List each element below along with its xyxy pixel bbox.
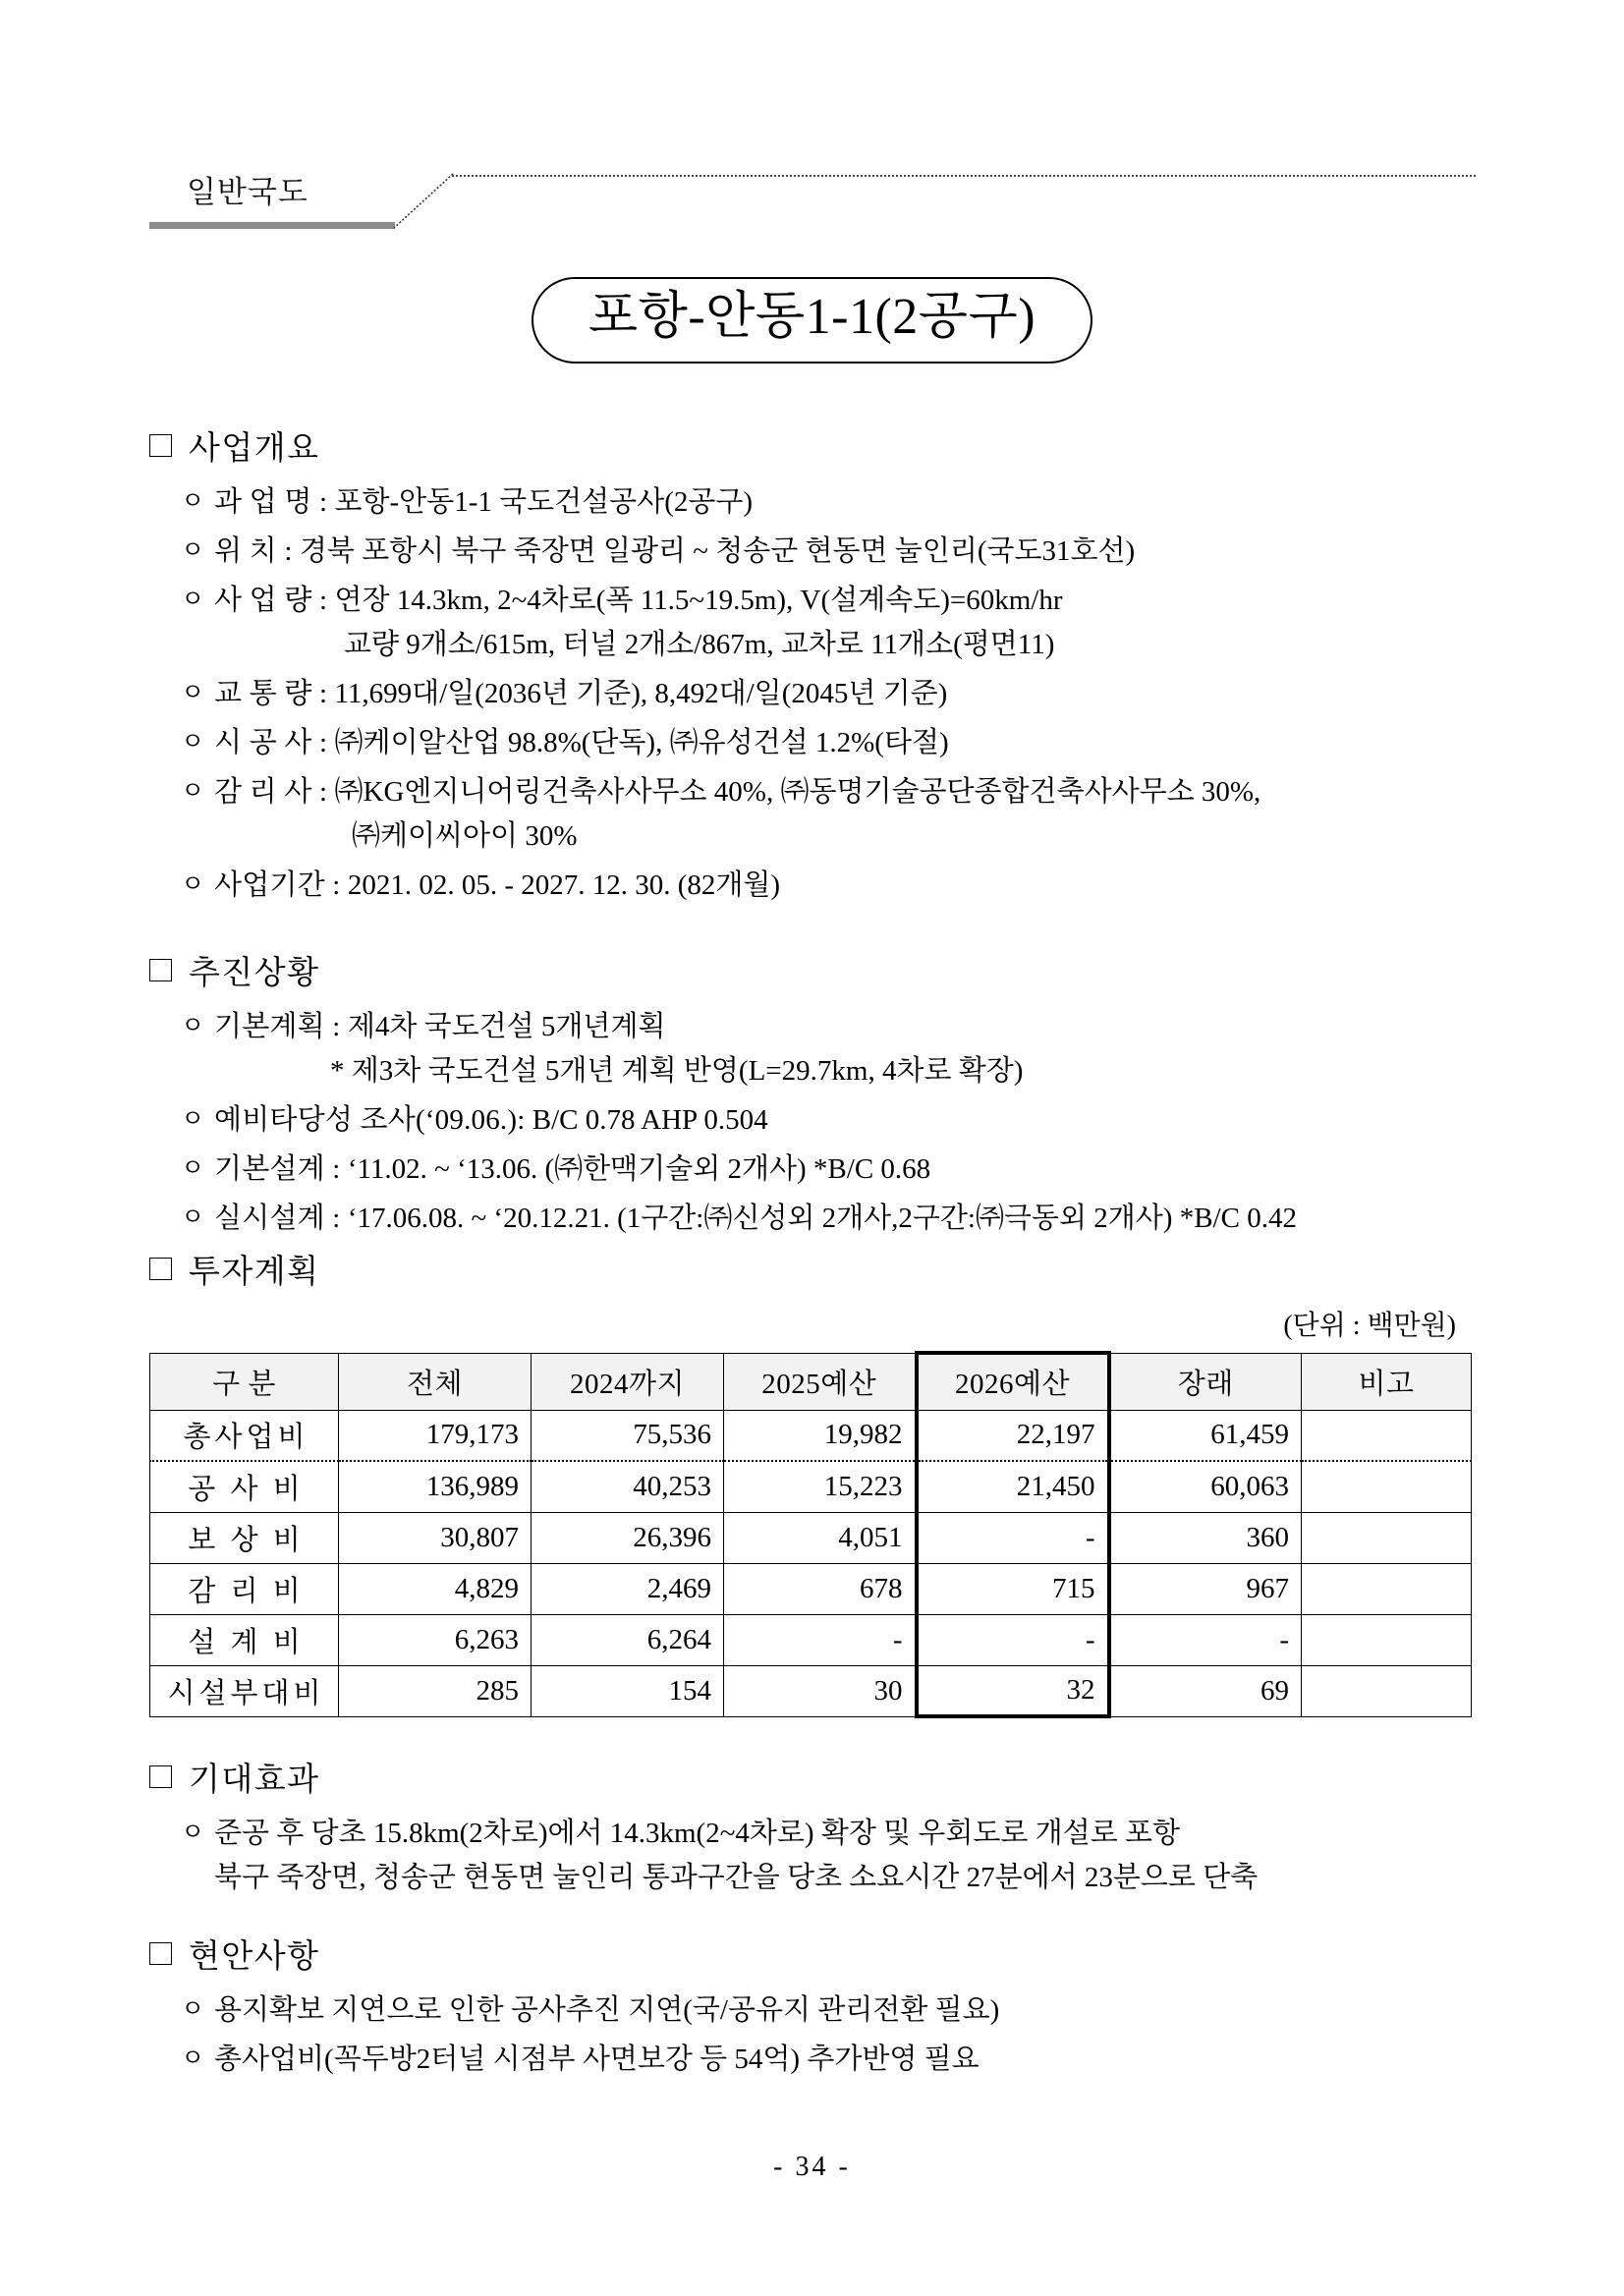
list-item-task-name <box>179 480 1485 525</box>
list-item-traffic <box>179 672 1485 716</box>
list-item-period <box>179 864 1485 908</box>
col-header-remarks: 비고 <box>1302 1353 1472 1410</box>
col-header-budget-2025: 2025예산 <box>724 1353 917 1410</box>
cell-until-2024: 26,396 <box>532 1512 724 1563</box>
cell-remarks <box>1302 1614 1472 1665</box>
circle-bullet-icon: ㅇ <box>181 728 205 756</box>
field-value: 총사업비(꼭두방2터널 시점부 사면보강 등 54억) 추가반영 필요 <box>214 2043 980 2075</box>
header-tab-label: 일반국도 <box>187 175 308 209</box>
field-value: B/C 0.78 AHP 0.504 <box>532 1104 768 1137</box>
list-item-basic-plan <box>179 1005 1485 1093</box>
row-label: 시설부대비 <box>150 1665 339 1716</box>
field-label: 위 치 : <box>214 534 293 567</box>
field-value-line2: * 제3차 국도건설 5개년 계획 반영(L=29.7km, 4차로 확장) <box>330 1055 1024 1088</box>
cell-future: 69 <box>1109 1665 1302 1716</box>
cell-remarks <box>1302 1512 1472 1563</box>
col-header-budget-2026: 2026예산 <box>917 1353 1109 1410</box>
cell-until-2024: 40,253 <box>532 1461 724 1512</box>
header-tab-underline <box>149 222 395 229</box>
header-tab <box>149 165 1476 236</box>
field-value-line2: ㈜케이씨아이 30% <box>352 819 578 852</box>
field-value-line2: 북구 죽장면, 청송군 현동면 눌인리 통과구간을 당초 소요시간 27분에서 23분으로 단축 <box>214 1862 1259 1894</box>
header-tab-dotted-rule <box>452 175 1476 177</box>
cell-total: 30,807 <box>339 1512 532 1563</box>
cell-until-2024: 75,536 <box>532 1410 724 1461</box>
overview-list <box>149 480 1485 907</box>
cell-remarks <box>1302 1461 1472 1512</box>
table-row <box>150 1614 1472 1665</box>
row-label: 공 사 비 <box>150 1461 339 1512</box>
list-item-supervisor <box>179 770 1485 859</box>
section-heading-effects-label: 기대효과 <box>189 1763 320 1799</box>
circle-bullet-icon: ㅇ <box>181 2044 205 2072</box>
field-label: 교 통 량 : <box>214 677 328 709</box>
progress-list <box>149 1005 1485 1241</box>
cell-budget-2026: - <box>917 1512 1109 1563</box>
field-value: ㈜케이알산업 98.8%(단독), ㈜유성건설 1.2%(타절) <box>334 726 949 758</box>
col-header-future: 장래 <box>1109 1353 1302 1410</box>
field-value: ㈜KG엔지니어링건축사사무소 40%, ㈜동명기술공단종합건축사사무소 30%, <box>334 775 1261 808</box>
circle-bullet-icon: ㅇ <box>181 777 205 805</box>
header-tab-diagonal-icon <box>393 173 454 229</box>
field-label: 기본설계 : <box>214 1153 341 1186</box>
circle-bullet-icon: ㅇ <box>181 679 205 706</box>
effects-list <box>149 1812 1485 1900</box>
row-label: 총사업비 <box>150 1410 339 1461</box>
cell-future: 360 <box>1109 1512 1302 1563</box>
list-item-issue <box>179 1988 1485 2033</box>
cell-budget-2025: 4,051 <box>724 1512 917 1563</box>
circle-bullet-icon: ㅇ <box>181 536 205 564</box>
field-label: 예비타당성 조사(‘09.06.): <box>214 1104 526 1137</box>
square-bullet-icon <box>149 1258 172 1280</box>
circle-bullet-icon: ㅇ <box>181 1996 205 2023</box>
field-label: 과 업 명 : <box>214 486 328 518</box>
field-label: 사업기간 : <box>214 868 341 901</box>
table-row <box>150 1563 1472 1614</box>
field-value: 제4차 국도건설 5개년계획 <box>347 1011 666 1043</box>
circle-bullet-icon: ㅇ <box>181 1013 205 1040</box>
section-heading-issues-label: 현안사항 <box>189 1939 320 1975</box>
cell-future: 61,459 <box>1109 1410 1302 1461</box>
page-footer: - 34 - <box>773 2152 851 2182</box>
cell-budget-2025: 30 <box>724 1665 917 1716</box>
cell-budget-2026: 715 <box>917 1563 1109 1614</box>
page-title: 포항-안동1-1(2공구) <box>532 277 1092 364</box>
investment-table <box>149 1351 1472 1718</box>
table-row <box>150 1665 1472 1716</box>
square-bullet-icon <box>149 1942 172 1965</box>
row-label: 설 계 비 <box>150 1614 339 1665</box>
list-item-scale <box>179 579 1485 667</box>
section-heading-issues <box>149 1931 1485 1977</box>
square-bullet-icon <box>149 959 172 981</box>
field-label: 사 업 량 : <box>214 584 328 616</box>
section-heading-investment <box>149 1246 1485 1292</box>
field-value: 경북 포항시 북구 죽장면 일광리 ~ 청송군 현동면 눌인리(국도31호선) <box>299 534 1136 567</box>
section-heading-effects <box>149 1754 1485 1800</box>
list-item-effect <box>179 1812 1485 1900</box>
section-heading-progress <box>149 947 1485 993</box>
field-value: ‘17.06.08. ~ ‘20.12.21. (1구간:㈜신성외 2개사,2구간:㈜극동외 2개사) *B/C 0.42 <box>347 1203 1297 1235</box>
section-heading-investment-label: 투자계획 <box>189 1255 320 1291</box>
field-value: ‘11.02. ~ ‘13.06. (㈜한맥기술외 2개사) *B/C 0.68 <box>347 1153 931 1186</box>
section-heading-progress-label: 추진상황 <box>189 956 320 992</box>
cell-budget-2026: 32 <box>917 1665 1109 1716</box>
circle-bullet-icon: ㅇ <box>181 1204 205 1232</box>
list-item-location <box>179 530 1485 574</box>
col-header-until-2024: 2024까지 <box>532 1353 724 1410</box>
cell-total: 179,173 <box>339 1410 532 1461</box>
col-header-total: 전체 <box>339 1353 532 1410</box>
circle-bullet-icon: ㅇ <box>181 1155 205 1183</box>
page-title-container <box>0 277 1624 364</box>
circle-bullet-icon: ㅇ <box>181 1106 205 1134</box>
field-label: 감 리 사 : <box>214 775 328 808</box>
list-item-contractor <box>179 721 1485 765</box>
list-item-prefeasibility <box>179 1098 1485 1143</box>
square-bullet-icon <box>149 1765 172 1788</box>
field-label: 기본계획 : <box>214 1011 341 1043</box>
field-value: 11,699대/일(2036년 기준), 8,492대/일(2045년 기준) <box>334 677 948 709</box>
cell-until-2024: 154 <box>532 1665 724 1716</box>
field-value: 연장 14.3km, 2~4차로(폭 11.5~19.5m), V(설계속도)=60km/hr <box>334 584 1063 616</box>
row-label: 감 리 비 <box>150 1563 339 1614</box>
document-body <box>149 422 1485 2087</box>
table-header-row <box>150 1353 1472 1410</box>
cell-remarks <box>1302 1563 1472 1614</box>
square-bullet-icon <box>149 434 172 457</box>
table-row <box>150 1410 1472 1461</box>
cell-total: 6,263 <box>339 1614 532 1665</box>
section-heading-overview <box>149 422 1485 469</box>
list-item-basic-design <box>179 1148 1485 1192</box>
cell-budget-2025: 15,223 <box>724 1461 917 1512</box>
cell-future: - <box>1109 1614 1302 1665</box>
cell-remarks <box>1302 1410 1472 1461</box>
circle-bullet-icon: ㅇ <box>181 586 205 613</box>
cell-until-2024: 2,469 <box>532 1563 724 1614</box>
field-value: 포항-안동1-1 국도건설공사(2공구) <box>334 486 754 518</box>
table-row <box>150 1461 1472 1512</box>
cell-budget-2026: 22,197 <box>917 1410 1109 1461</box>
field-label: 실시설계 : <box>214 1203 341 1235</box>
cell-budget-2026: 21,450 <box>917 1461 1109 1512</box>
issues-list <box>149 1988 1485 2082</box>
cell-total: 136,989 <box>339 1461 532 1512</box>
circle-bullet-icon: ㅇ <box>181 1820 205 1847</box>
cell-total: 4,829 <box>339 1563 532 1614</box>
field-value: 준공 후 당초 15.8km(2차로)에서 14.3km(2~4차로) 확장 및 우회도로 개설로 포항 <box>214 1818 1181 1850</box>
circle-bullet-icon: ㅇ <box>181 488 205 515</box>
cell-until-2024: 6,264 <box>532 1614 724 1665</box>
list-item-detail-design <box>179 1197 1485 1241</box>
row-label: 보 상 비 <box>150 1512 339 1563</box>
section-heading-overview-label: 사업개요 <box>189 431 320 467</box>
cell-budget-2025: 678 <box>724 1563 917 1614</box>
field-value-line2: 교량 9개소/615m, 터널 2개소/867m, 교차로 11개소(평면11) <box>344 628 1055 660</box>
field-value: 2021. 02. 05. - 2027. 12. 30. (82개월) <box>347 868 781 901</box>
cell-budget-2025: - <box>724 1614 917 1665</box>
col-header-category: 구 분 <box>150 1353 339 1410</box>
field-value: 용지확보 지연으로 인한 공사추진 지연(국/공유지 관리전환 필요) <box>214 1994 1000 2026</box>
circle-bullet-icon: ㅇ <box>181 870 205 898</box>
cell-remarks <box>1302 1665 1472 1716</box>
table-unit-note: (단위 : 백만원) <box>1283 1311 1456 1342</box>
cell-future: 967 <box>1109 1563 1302 1614</box>
field-label: 시 공 사 : <box>214 726 328 758</box>
cell-budget-2026: - <box>917 1614 1109 1665</box>
cell-total: 285 <box>339 1665 532 1716</box>
list-item-issue <box>179 2038 1485 2082</box>
table-row <box>150 1512 1472 1563</box>
cell-budget-2025: 19,982 <box>724 1410 917 1461</box>
cell-future: 60,063 <box>1109 1461 1302 1512</box>
